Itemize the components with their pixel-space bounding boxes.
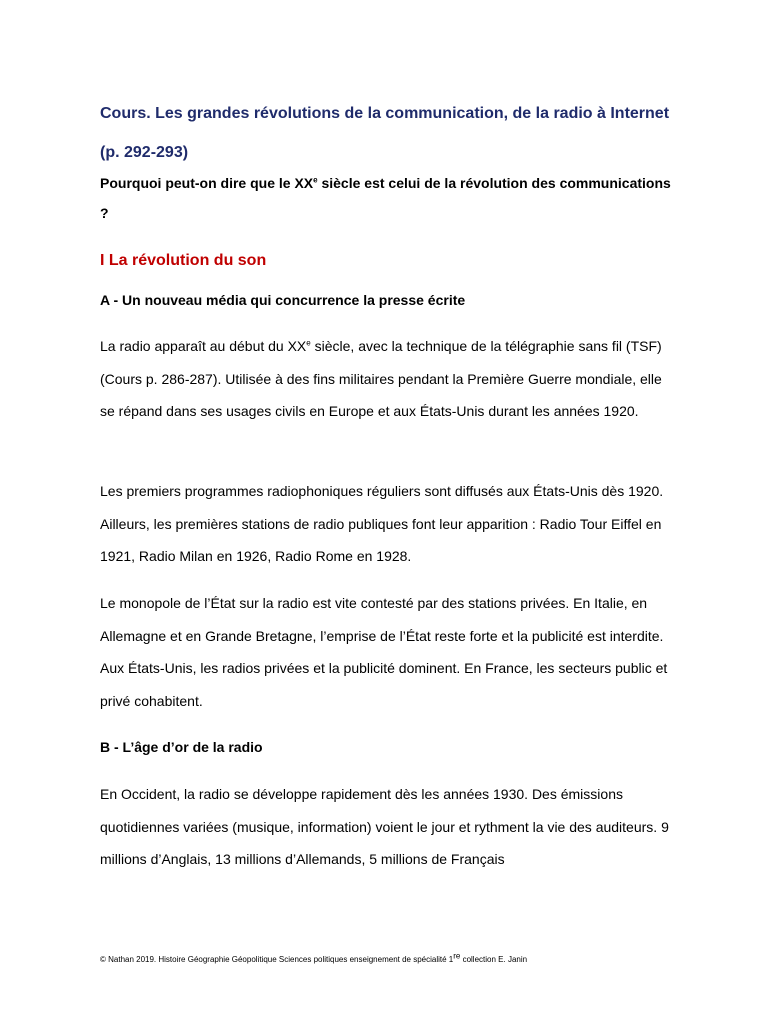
- paragraph-4: En Occident, la radio se développe rapidement dès les années 1930. Des émissions quotidiennes variées (musique, information) voient le jour et rythment la vie des auditeurs. 9 millions d’Anglais, 13 millions d’Allemands, 5 millions de Français: [100, 786, 669, 867]
- footer-text-2: collection E. Janin: [460, 955, 528, 964]
- subsection-heading-a: A - Un nouveau média qui concurrence la presse écrite: [100, 292, 466, 308]
- paragraph-1-text-1: La radio apparaît au début du XX: [100, 338, 307, 354]
- paragraph-2: Les premiers programmes radiophoniques réguliers sont diffusés aux États-Unis dès 1920. Ailleurs, les premières stations de radio publiques font leur apparition : Radio Tour Eiffel en 1921, Radio Milan en 1926, Radio Rome en 1928.: [100, 483, 664, 564]
- question-text-1: Pourquoi peut-on dire que le XX: [100, 175, 314, 191]
- paragraph-1-text-2: siècle, avec la technique de la télégraphie sans fil (TSF) (Cours p. 286-287). Utilisée à des fins militaires pendant la Première Guerre mondiale, elle se répand dans ses usages civils en Europe et aux États-Unis durant les années 1920.: [100, 338, 662, 419]
- document-question: [100, 168, 675, 228]
- section-heading-1: I La révolution du son: [100, 252, 267, 269]
- question-text-2: siècle est celui de la révolution des communications ?: [100, 175, 671, 221]
- question-superscript: e: [313, 175, 318, 185]
- paragraph-3: Le monopole de l’État sur la radio est vite contesté par des stations privées. En Italie, en Allemagne et en Grande Bretagne, l’emprise de l’État reste forte et la publicité est interdite. Aux États-Unis, les radios privées et la publicité dominent. En France, les secteurs public et privé cohabitent.: [100, 595, 668, 709]
- document-title: Cours. Les grandes révolutions de la communication, de la radio à Internet (p. 292-293): [100, 105, 670, 161]
- paragraph-1: [100, 330, 675, 428]
- footer-copyright: [100, 951, 528, 964]
- subsection-heading-b: B - L’âge d’or de la radio: [100, 739, 263, 755]
- footer-text-1: © Nathan 2019. Histoire Géographie Géopolitique Sciences politiques enseignement de spécialité 1: [100, 955, 454, 964]
- footer-superscript: re: [453, 951, 461, 961]
- paragraph-1-superscript: e: [306, 338, 311, 348]
